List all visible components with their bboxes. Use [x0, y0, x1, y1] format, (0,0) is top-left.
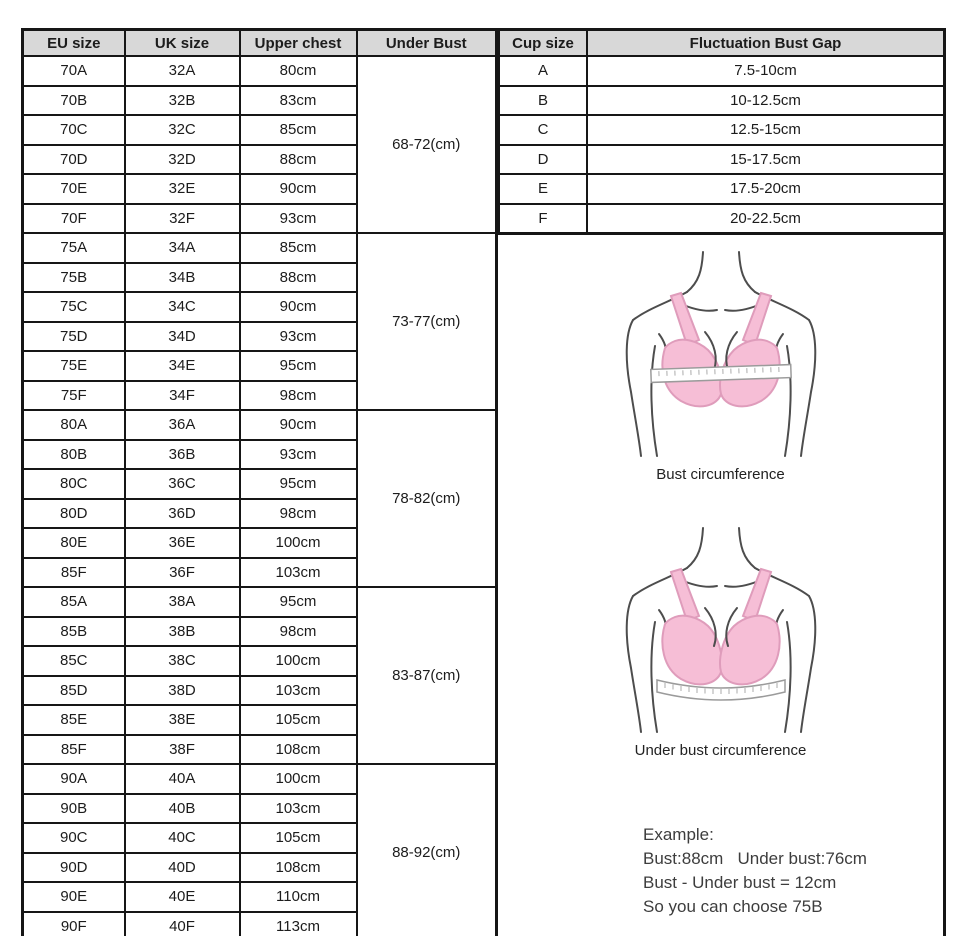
eu-size-cell: 85F — [23, 558, 125, 588]
eu-size-cell: 85E — [23, 705, 125, 735]
eu-size-cell: 70E — [23, 174, 125, 204]
uk-size-cell: 38E — [125, 705, 240, 735]
size-table-row — [23, 410, 497, 440]
uk-size-cell: 38A — [125, 587, 240, 617]
uk-size-cell: 36C — [125, 469, 240, 499]
bust-gap-cell: 12.5-15cm — [587, 115, 944, 145]
cup-size-header: Cup size — [499, 30, 587, 57]
upper-chest-cell: 88cm — [240, 145, 357, 175]
upper-chest-cell: 88cm — [240, 263, 357, 293]
cup-table-row — [499, 115, 944, 145]
uk-size-cell: 36B — [125, 440, 240, 470]
size-table — [21, 28, 498, 936]
eu-size-cell: 85B — [23, 617, 125, 647]
eu-size-cell: 75E — [23, 351, 125, 381]
example-measurements: Bust:88cm Under bust:76cm — [643, 849, 867, 868]
upper-chest-cell: 108cm — [240, 735, 357, 765]
under-bust-range-cell: 68-72(cm) — [357, 56, 497, 233]
uk-size-cell: 40D — [125, 853, 240, 883]
upper-chest-cell: 98cm — [240, 381, 357, 411]
cup-table-row — [499, 86, 944, 116]
eu-size-cell: 85D — [23, 676, 125, 706]
uk-size-cell: 32A — [125, 56, 240, 86]
eu-size-header: EU size — [23, 30, 125, 57]
uk-size-cell: 34F — [125, 381, 240, 411]
upper-chest-cell: 110cm — [240, 882, 357, 912]
eu-size-cell: 70C — [23, 115, 125, 145]
uk-size-cell: 32B — [125, 86, 240, 116]
cup-size-cell: A — [499, 56, 587, 86]
uk-size-cell: 36A — [125, 410, 240, 440]
size-table-row — [23, 587, 497, 617]
uk-size-cell: 38F — [125, 735, 240, 765]
upper-chest-header: Upper chest — [240, 30, 357, 57]
uk-size-cell: 38C — [125, 646, 240, 676]
upper-chest-cell: 80cm — [240, 56, 357, 86]
upper-chest-cell: 83cm — [240, 86, 357, 116]
cup-size-cell: E — [499, 174, 587, 204]
uk-size-cell: 32F — [125, 204, 240, 234]
size-table-row — [23, 56, 497, 86]
uk-size-cell: 40B — [125, 794, 240, 824]
uk-size-cell: 32D — [125, 145, 240, 175]
uk-size-cell: 38B — [125, 617, 240, 647]
upper-chest-cell: 108cm — [240, 853, 357, 883]
underbust-diagram-label: Under bust circumference — [634, 742, 807, 759]
uk-size-cell: 40E — [125, 882, 240, 912]
eu-size-cell: 80E — [23, 528, 125, 558]
eu-size-cell: 70D — [23, 145, 125, 175]
right-panel — [495, 28, 946, 936]
eu-size-cell: 70A — [23, 56, 125, 86]
bust-gap-header: Fluctuation Bust Gap — [587, 30, 944, 57]
upper-chest-cell: 113cm — [240, 912, 357, 936]
eu-size-cell: 75B — [23, 263, 125, 293]
upper-chest-cell: 100cm — [240, 646, 357, 676]
size-table-header-row — [23, 30, 497, 57]
underbust-diagram — [498, 526, 943, 743]
upper-chest-cell: 95cm — [240, 469, 357, 499]
eu-size-cell: 70F — [23, 204, 125, 234]
cup-size-cell: D — [499, 145, 587, 175]
eu-size-cell: 75D — [23, 322, 125, 352]
upper-chest-cell: 103cm — [240, 676, 357, 706]
uk-size-cell: 36D — [125, 499, 240, 529]
uk-size-cell: 40A — [125, 764, 240, 794]
bust-gap-cell: 15-17.5cm — [587, 145, 944, 175]
uk-size-cell: 40C — [125, 823, 240, 853]
upper-chest-cell: 90cm — [240, 174, 357, 204]
size-table-row — [23, 764, 497, 794]
eu-size-cell: 90C — [23, 823, 125, 853]
upper-chest-cell: 93cm — [240, 204, 357, 234]
cup-size-cell: F — [499, 204, 587, 234]
eu-size-cell: 75A — [23, 233, 125, 263]
eu-size-cell: 90F — [23, 912, 125, 936]
eu-size-cell: 80B — [23, 440, 125, 470]
upper-chest-cell: 105cm — [240, 823, 357, 853]
cup-table-header-row — [499, 30, 944, 57]
upper-chest-cell: 98cm — [240, 617, 357, 647]
upper-chest-cell: 85cm — [240, 115, 357, 145]
eu-size-cell: 85C — [23, 646, 125, 676]
example-result: So you can choose 75B — [643, 897, 823, 916]
upper-chest-cell: 95cm — [240, 587, 357, 617]
upper-chest-cell: 105cm — [240, 705, 357, 735]
uk-size-cell: 34C — [125, 292, 240, 322]
uk-size-cell: 40F — [125, 912, 240, 936]
cup-table — [498, 28, 945, 235]
cup-size-cell: C — [499, 115, 587, 145]
uk-size-cell: 38D — [125, 676, 240, 706]
uk-size-cell: 34D — [125, 322, 240, 352]
bust-gap-cell: 20-22.5cm — [587, 204, 944, 234]
eu-size-cell: 85F — [23, 735, 125, 765]
uk-size-cell: 32C — [125, 115, 240, 145]
eu-size-cell: 75F — [23, 381, 125, 411]
bust-gap-cell: 7.5-10cm — [587, 56, 944, 86]
cup-table-row — [499, 145, 944, 175]
upper-chest-cell: 93cm — [240, 322, 357, 352]
example-block — [643, 823, 867, 919]
cup-table-row — [499, 204, 944, 234]
upper-chest-cell: 103cm — [240, 794, 357, 824]
uk-size-cell: 34A — [125, 233, 240, 263]
bust-gap-cell: 10-12.5cm — [587, 86, 944, 116]
eu-size-cell: 90A — [23, 764, 125, 794]
size-table-row — [23, 233, 497, 263]
upper-chest-cell: 85cm — [240, 233, 357, 263]
eu-size-cell: 90D — [23, 853, 125, 883]
eu-size-cell: 85A — [23, 587, 125, 617]
upper-chest-cell: 100cm — [240, 764, 357, 794]
upper-chest-cell: 95cm — [240, 351, 357, 381]
eu-size-cell: 70B — [23, 86, 125, 116]
upper-chest-cell: 103cm — [240, 558, 357, 588]
eu-size-cell: 75C — [23, 292, 125, 322]
bust-diagram — [498, 250, 943, 467]
bust-diagram-illustration — [601, 250, 841, 462]
upper-chest-cell: 98cm — [240, 499, 357, 529]
eu-size-cell: 90E — [23, 882, 125, 912]
example-title: Example: — [643, 825, 714, 844]
cup-table-row — [499, 56, 944, 86]
bust-gap-cell: 17.5-20cm — [587, 174, 944, 204]
cup-table-row — [499, 174, 944, 204]
upper-chest-cell: 90cm — [240, 410, 357, 440]
uk-size-cell: 32E — [125, 174, 240, 204]
cup-size-cell: B — [499, 86, 587, 116]
under-bust-range-cell: 88-92(cm) — [357, 764, 497, 936]
eu-size-cell: 90B — [23, 794, 125, 824]
uk-size-cell: 36E — [125, 528, 240, 558]
uk-size-cell: 34E — [125, 351, 240, 381]
uk-size-cell: 34B — [125, 263, 240, 293]
bust-diagram-label: Bust circumference — [656, 466, 785, 483]
eu-size-cell: 80D — [23, 499, 125, 529]
size-table-body — [23, 56, 497, 936]
upper-chest-cell: 93cm — [240, 440, 357, 470]
upper-chest-cell: 100cm — [240, 528, 357, 558]
under-bust-range-cell: 73-77(cm) — [357, 233, 497, 410]
under-bust-range-cell: 78-82(cm) — [357, 410, 497, 587]
uk-size-header: UK size — [125, 30, 240, 57]
upper-chest-cell: 90cm — [240, 292, 357, 322]
uk-size-cell: 36F — [125, 558, 240, 588]
example-difference: Bust - Under bust = 12cm — [643, 873, 837, 892]
under-bust-range-cell: 83-87(cm) — [357, 587, 497, 764]
eu-size-cell: 80A — [23, 410, 125, 440]
underbust-diagram-illustration — [601, 526, 841, 738]
under-bust-header: Under Bust — [357, 30, 497, 57]
cup-table-body — [499, 56, 944, 234]
eu-size-cell: 80C — [23, 469, 125, 499]
